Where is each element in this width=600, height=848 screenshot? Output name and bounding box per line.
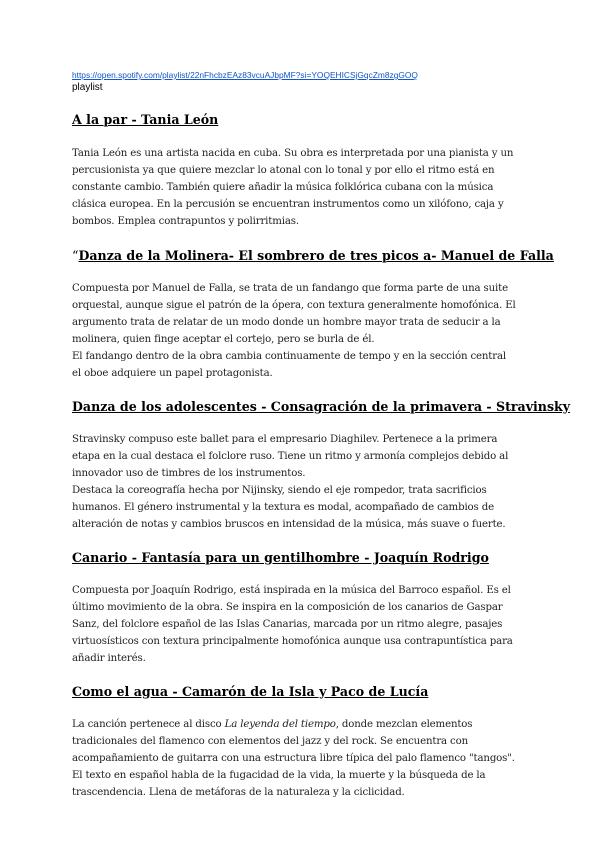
playlist-label: playlist: [72, 82, 103, 93]
paragraph-line: Stravinsky compuso este ballet para el empresario Diaghilev. Pertenece a la primera: [72, 434, 498, 445]
paragraph-line: El fandango dentro de la obra cambia continuamente de tempo y en la sección central: [72, 351, 506, 362]
section-title-danza-molinera: “Danza de la Molinera- El sombrero de tres picos a- Manuel de Falla: [72, 248, 554, 263]
paragraph-line: último movimiento de la obra. Se inspira en la composición de los canarios de Gaspar: [72, 602, 503, 613]
paragraph-line: La canción pertenece al disco La leyenda del tiempo, donde mezclan elementos: [72, 719, 473, 730]
paragraph-line: Compuesta por Manuel de Falla, se trata de un fandango que forma parte de una suite: [72, 283, 508, 294]
section-title-consagracion: Danza de los adolescentes - Consagración de la primavera - Stravinsky: [72, 399, 571, 414]
paragraph-line: Sanz, del folclore español de las Islas Canarias, marcada por un ritmo alegre, pasajes: [72, 619, 503, 630]
paragraph-line: etapa en la cual destaca el folclore ruso. Tiene un ritmo y armonía complejos debido al: [72, 451, 509, 462]
album-title: La leyenda del tiempo: [224, 719, 336, 730]
section-paragraph-danza-molinera: [72, 280, 532, 382]
paragraph-line: clásica europea. En la percusión se encuentran instrumentos como un xilófono, caja y: [72, 199, 504, 210]
paragraph-line: alteración de notas y cambios bruscos en intensidad de la música, más suave o fuerte.: [72, 519, 506, 530]
section-paragraph-consagracion: [72, 431, 532, 533]
section-paragraph-como-el-agua: [72, 716, 532, 801]
paragraph-line: Destaca la coreografía hecha por Nijinsky, siendo el eje rompedor, trata sacrificios: [72, 485, 487, 496]
paragraph-line: el oboe adquiere un papel protagonista.: [72, 368, 273, 379]
paragraph-line: añadir interés.: [72, 653, 146, 664]
paragraph-line: innovador uso de timbres de los instrumentos.: [72, 468, 306, 479]
paragraph-line: bombos. Emplea contrapuntos y polirritmias.: [72, 216, 299, 227]
section-title-como-el-agua: Como el agua - Camarón de la Isla y Paco de Lucía: [72, 684, 429, 699]
paragraph-line: trascendencia. Llena de metáforas de la naturaleza y la ciclicidad.: [72, 787, 405, 798]
paragraph-line: percusionista ya que quiere mezclar lo atonal con lo tonal y por ello el ritmo está en: [72, 165, 495, 176]
paragraph-line: argumento trata de relatar de un modo donde un hombre mayor trata de seducir a la: [72, 317, 501, 328]
paragraph-line: El texto en español habla de la fugacidad de la vida, la muerte y la búsqueda de la: [72, 770, 486, 781]
paragraph-line: constante cambio. También quiere añadir la música folklórica cubana con la música: [72, 182, 494, 193]
paragraph-line: tradicionales del flamenco con elementos del jazz y del rock. Se encuentra con: [72, 736, 468, 747]
section-paragraph-tania-leon: [72, 145, 532, 230]
paragraph-line: orquestal, aunque sigue el patrón de la ópera, con textura generalmente homofónica. El: [72, 300, 516, 311]
section-title-tania-leon: A la par - Tania León: [72, 112, 219, 127]
paragraph-line: virtuosísticos con textura principalmente homofónica aunque usa contrapuntística para: [72, 636, 513, 647]
paragraph-line: molinera, quien finge aceptar el cortejo, pero se burla de él.: [72, 334, 375, 345]
paragraph-line: humanos. El género instrumental y la textura es modal, acompañado de cambios de: [72, 502, 494, 513]
spotify-playlist-link[interactable]: https://open.spotify.com/playlist/22nFhcbzEAz83vcuAJbpMF?si=YOQEHICSjGqcZm8zgGOQ: [72, 70, 418, 80]
paragraph-line: acompañamiento de guitarra con una estructura libre típica del palo flamenco "tangos".: [72, 753, 515, 764]
section-title-canario: Canario - Fantasía para un gentilhombre - Joaquín Rodrigo: [72, 550, 489, 565]
paragraph-line: Compuesta por Joaquín Rodrigo, está inspirada en la música del Barroco español. Es el: [72, 585, 511, 596]
section-paragraph-canario: [72, 582, 532, 667]
paragraph-line: Tania León es una artista nacida en cuba. Su obra es interpretada por una pianista y un: [72, 148, 514, 159]
document-page: [72, 70, 571, 801]
